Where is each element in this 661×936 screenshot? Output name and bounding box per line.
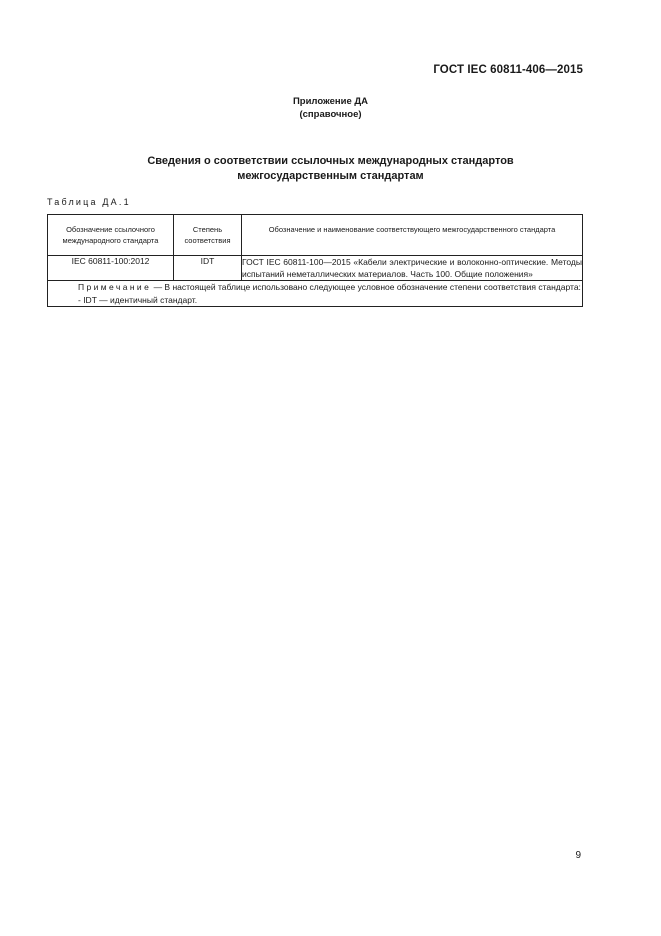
note-label: Примечание [78, 282, 152, 292]
table-row [48, 256, 583, 281]
cell-reference-standard: IEC 60811-100:2012 [48, 256, 174, 281]
table-header-row [48, 215, 583, 256]
annex-heading [0, 154, 661, 184]
note-text: — В настоящей таблице использовано следующее условное обозначение степени соответствия стандарта: [151, 282, 581, 292]
annex-header [0, 95, 661, 121]
cell-interstate-standard: ГОСТ IEC 60811-100—2015 «Кабели электрические и волоконно-оптические. Методы испытаний неметаллических материалов. Часть 100. Общие положения» [242, 257, 582, 279]
cell-degree: IDT [174, 256, 242, 281]
page-number: 9 [575, 850, 581, 861]
annex-subtitle: (справочное) [299, 109, 362, 120]
annex-title: Приложение ДА [292, 96, 369, 107]
document-code: ГОСТ IEC 60811-406—2015 [433, 64, 583, 76]
column-header-degree: Степень соответствия [174, 215, 242, 256]
note-item: - IDT — идентичный стандарт. [78, 294, 198, 305]
annex-heading-line-1: Сведения о соответствии ссылочных международных стандартов [147, 155, 514, 167]
table-note [48, 281, 583, 307]
column-header-reference: Обозначение ссылочного международного стандарта [48, 215, 174, 256]
annex-heading-line-2: межгосударственным стандартам [237, 170, 424, 182]
correspondence-table [47, 214, 583, 307]
table-note-row [48, 281, 583, 307]
table-caption: Таблица ДА.1 [47, 197, 131, 207]
column-header-interstate-standard: Обозначение и наименование соответствующего межгосударственного стандарта [242, 215, 583, 256]
